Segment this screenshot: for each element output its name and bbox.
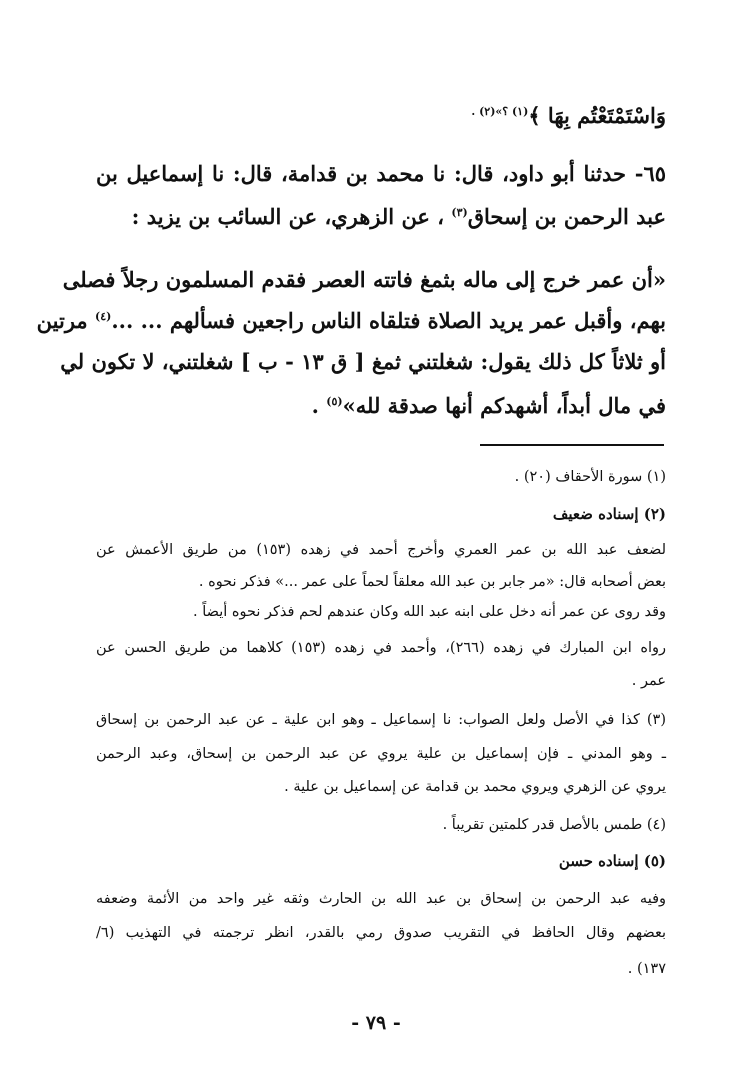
footnote-5-line-1 — [96, 886, 666, 912]
hadith-chain-text-2-rest: ، عن الزهري، عن السائب بن يزيد : — [131, 204, 445, 229]
matn-text-4-end: . — [311, 393, 327, 418]
footnote-2-text-2: بعض أصحابه قال: «مر جابر بن عبد الله معلقاً لحماً على عمر ...» فذكر نحوه . — [198, 574, 666, 590]
footnote-separator — [480, 444, 664, 446]
footnote-4-text: (٤) طمس بالأصل قدر كلمتين تقريباً . — [442, 817, 666, 833]
footnote-5-text-1: وفيه عبد الرحمن بن إسحاق بن عبد الله بن الحارث وثقه غير واحد من الأئمة وضعفه — [96, 891, 666, 907]
matn-line-4 — [96, 386, 666, 426]
footnote-5-line-2 — [96, 920, 666, 946]
matn-text-4: في مال أبداً، أشهدكم أنها صدقة لله» — [342, 393, 666, 418]
hadith-chain-text-2: عبد الرحمن بن إسحاق — [467, 204, 666, 229]
matn-text-3: أو ثلاثاً كل ذلك يقول: شغلتني ثمغ [ ق ١٣ - ب ] شغلتني، لا تكون لي — [60, 349, 666, 374]
footnote-2-heading — [96, 501, 666, 527]
footnote-2-line-1 — [96, 537, 666, 563]
footnote-1 — [96, 464, 666, 490]
matn-line-3 — [60, 342, 666, 382]
footnote-5-heading-text: (٥) إسناده حسن — [558, 852, 666, 870]
matn-text-1: «أن عمر خرج إلى ماله بثمغ فاتته العصر فقدم المسلمون رجلاً فصلى — [62, 267, 666, 292]
hadith-chain-line-2 — [96, 197, 666, 237]
footnote-ref-5: (٥) — [326, 395, 343, 408]
footnote-2-text-1: لضعف عبد الله بن عمر العمري وأخرج أحمد في زهده (١٥٣) من طريق الأعمش عن — [96, 542, 667, 558]
footnote-2-line-4 — [96, 635, 666, 661]
verse-footnote-refs: (١) ؟»(٢) . — [471, 105, 529, 118]
page-number: - ٧٩ - — [351, 1012, 401, 1034]
matn-line-2 — [36, 301, 666, 341]
verse-line — [96, 96, 666, 136]
footnote-2-heading-text: (٢) إسناده ضعيف — [552, 505, 666, 523]
footnote-3-text-2: ـ وهو المدني ـ فإن إسماعيل بن علية يروي عن عبد الرحمن بن إسحاق، وعبد الرحمن — [96, 746, 666, 762]
footnote-5-line-3 — [96, 956, 666, 982]
footnote-4 — [96, 812, 666, 838]
footnote-3-text-3: يروي عن الزهري ويروي محمد بن قدامة عن إسماعيل بن علية . — [284, 779, 666, 795]
footnote-3-line-2 — [96, 741, 666, 767]
footnote-3-line-1 — [96, 707, 666, 733]
footnote-ref-4: (٤) — [95, 310, 112, 323]
footnote-2-line-2 — [96, 569, 666, 595]
matn-line-1 — [62, 260, 666, 300]
footnote-3-text-1: (٣) كذا في الأصل ولعل الصواب: نا إسماعيل ـ وهو ابن علية ـ عن عبد الرحمن بن إسحاق — [96, 712, 666, 728]
footnote-2-text-4: رواه ابن المبارك في زهده (٢٦٦)، وأحمد في زهده (١٥٣) كلاهما من طريق الحسن عن — [96, 640, 666, 656]
verse-text: وَاسْتَمْتَعْتُم بِهَا ﴾ — [528, 103, 666, 128]
matn-text-2-rest: مرتين — [36, 308, 88, 333]
matn-text-2: بهم، وأقبل عمر يريد الصلاة فتلقاه الناس راجعين فسألهم ... ... — [111, 308, 666, 333]
hadith-number: ٦٥- — [634, 161, 666, 186]
footnote-2-line-5 — [96, 668, 666, 694]
footnote-ref-3: (٣) — [451, 206, 468, 219]
footnote-2-line-3 — [96, 599, 666, 625]
footnote-5-text-2: بعضهم وقال الحافظ في التقريب صدوق رمي بالقدر، انظر ترجمته في التهذيب (٦/ — [96, 925, 666, 941]
footnote-2-text-5: عمر . — [631, 673, 666, 689]
footnote-1-text: (١) سورة الأحقاف (٢٠) . — [514, 469, 666, 485]
footnote-2-text-3: وقد روى عن عمر أنه دخل على ابنه عبد الله وكان عندهم لحم فذكر نحوه أيضاً . — [193, 604, 666, 620]
footnote-3-line-3 — [96, 774, 666, 800]
footnote-5-text-3: ١٣٧) . — [627, 961, 666, 977]
hadith-chain-line-1 — [96, 154, 666, 194]
footnote-5-heading — [96, 848, 666, 874]
hadith-chain-text-1: حدثنا أبو داود، قال: نا محمد بن قدامة، قال: نا إسماعيل بن — [96, 161, 627, 186]
